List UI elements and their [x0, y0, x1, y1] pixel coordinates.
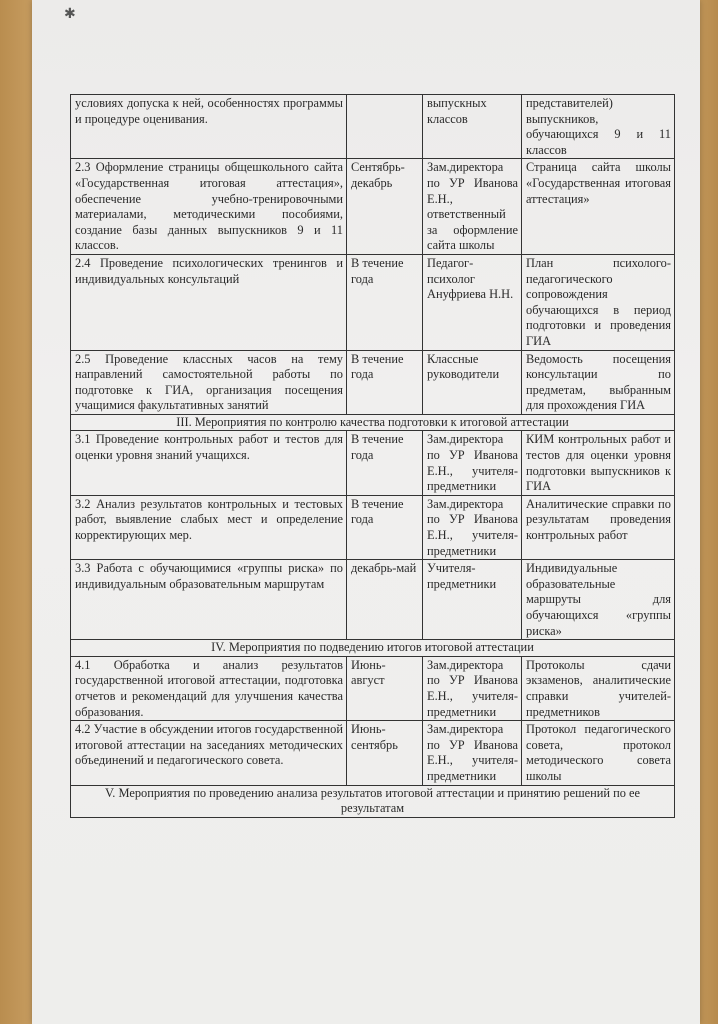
- table-row: [71, 254, 675, 350]
- table-row: [71, 560, 675, 640]
- table-row: [71, 95, 675, 159]
- responsible-cell: Зам.директора по УР Иванова Е.Н., учителя-предметники: [423, 721, 522, 785]
- section-title: IV. Мероприятия по подведению итогов итоговой аттестации: [71, 640, 675, 657]
- activity-cell: 2.4 Проведение психологических тренингов и индивидуальных консультаций: [71, 254, 347, 350]
- period-cell: В течение года: [347, 431, 423, 495]
- section-title: III. Мероприятия по контролю качества подготовки к итоговой аттестации: [71, 414, 675, 431]
- activity-cell: 2.5 Проведение классных часов на тему направлений самостоятельной работы по подготовке к ГИА, организация посещения учащимися факультативных занятий: [71, 350, 347, 414]
- result-cell: План психолого-педагогического сопровождения обучающихся в период подготовки и проведения ГИА: [522, 254, 675, 350]
- table-row: [71, 656, 675, 720]
- responsible-cell: Зам.директора по УР Иванова Е.Н., учителя-предметники: [423, 495, 522, 559]
- period-cell: Сентябрь-декабрь: [347, 159, 423, 255]
- responsible-cell: Зам.директора по УР Иванова Е.Н., учителя-предметники: [423, 431, 522, 495]
- result-cell: Аналитические справки по результатам проведения контрольных работ: [522, 495, 675, 559]
- table-row: [71, 159, 675, 255]
- activity-cell: 2.3 Оформление страницы общешкольного сайта «Государственная итоговая аттестация», обеспечение учебно-тренировочными материалами, методическими пособиями, создание базы данных выпускников 9 и 11 классов.: [71, 159, 347, 255]
- responsible-cell: Педагог-психолог Ануфриева Н.Н.: [423, 254, 522, 350]
- result-cell: Страница сайта школы «Государственная итоговая аттестация»: [522, 159, 675, 255]
- table-row: [71, 495, 675, 559]
- period-cell: [347, 95, 423, 159]
- result-cell: Индивидуальные образовательные маршруты для обучающихся «группы риска»: [522, 560, 675, 640]
- result-cell: Протокол педагогического совета, протокол методического совета школы: [522, 721, 675, 785]
- responsible-cell: Зам.директора по УР Иванова Е.Н., ответственный за оформление сайта школы: [423, 159, 522, 255]
- plan-table: [70, 94, 675, 818]
- period-cell: декабрь-май: [347, 560, 423, 640]
- section-title: V. Мероприятия по проведению анализа результатов итоговой аттестации и принятию решений по ее результатам: [71, 785, 675, 817]
- table-row: [71, 350, 675, 414]
- period-cell: В течение года: [347, 350, 423, 414]
- plan-table-body: [71, 95, 675, 818]
- activity-cell: 4.2 Участие в обсуждении итогов государственной итоговой аттестации на заседаниях методических объединений и педагогического совета.: [71, 721, 347, 785]
- activity-cell: 3.1 Проведение контрольных работ и тестов для оценки уровня знаний учащихся.: [71, 431, 347, 495]
- result-cell: Протоколы сдачи экзаменов, аналитические справки учителей-предметников: [522, 656, 675, 720]
- responsible-cell: Классные руководители: [423, 350, 522, 414]
- responsible-cell: выпускных классов: [423, 95, 522, 159]
- period-cell: Июнь-сентябрь: [347, 721, 423, 785]
- section-header-row: [71, 640, 675, 657]
- section-header-row: [71, 414, 675, 431]
- section-header-row: [71, 785, 675, 817]
- activity-cell: условиях допуска к ней, особенностях программы и процедуре оценивания.: [71, 95, 347, 159]
- period-cell: В течение года: [347, 495, 423, 559]
- result-cell: КИМ контрольных работ и тестов для оценки уровня подготовки выпускников к ГИА: [522, 431, 675, 495]
- result-cell: Ведомость посещения консультации по предметам, выбранным для прохождения ГИА: [522, 350, 675, 414]
- activity-cell: 3.3 Работа с обучающимися «группы риска» по индивидуальным образовательным маршрутам: [71, 560, 347, 640]
- period-cell: В течение года: [347, 254, 423, 350]
- table-row: [71, 721, 675, 785]
- period-cell: Июнь-август: [347, 656, 423, 720]
- result-cell: представителей) выпускников, обучающихся 9 и 11 классов: [522, 95, 675, 159]
- table-row: [71, 431, 675, 495]
- responsible-cell: Зам.директора по УР Иванова Е.Н., учителя-предметники: [423, 656, 522, 720]
- responsible-cell: Учителя-предметники: [423, 560, 522, 640]
- staple-mark: ✱: [64, 7, 76, 22]
- activity-cell: 3.2 Анализ результатов контрольных и тестовых работ, выявление слабых мест и определение корректирующих мер.: [71, 495, 347, 559]
- activity-cell: 4.1 Обработка и анализ результатов государственной итоговой аттестации, подготовка отчетов и рекомендаций для улучшения качества образования.: [71, 656, 347, 720]
